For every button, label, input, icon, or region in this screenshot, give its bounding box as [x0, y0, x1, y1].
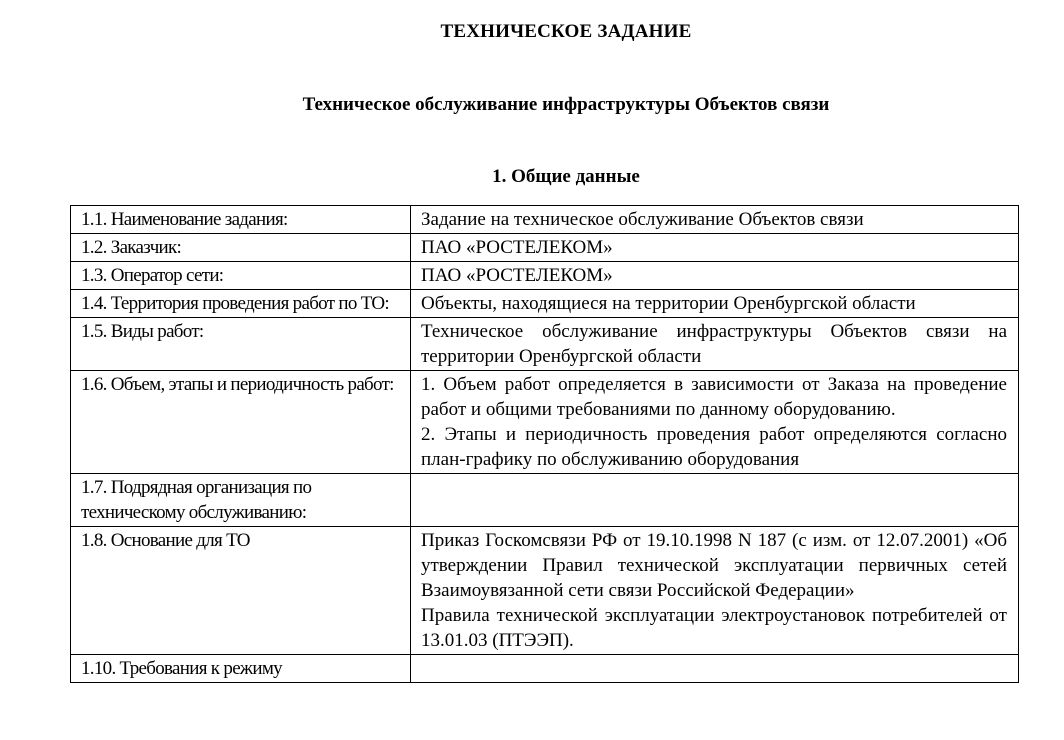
row-value	[411, 262, 1019, 290]
table-row	[71, 527, 1019, 655]
row-label: 1.5. Виды работ:	[71, 318, 411, 371]
row-label: 1.1. Наименование задания:	[71, 206, 411, 234]
section-heading: 1. Общие данные	[492, 166, 640, 187]
row-value-text: Приказ Госкомсвязи РФ от 19.10.1998 N 187 (с изм. от 12.07.2001) «Об утверждении Правил технической эксплуатации первичных сетей Взаимоувязанной сети связи Российской Федерации»	[421, 530, 1007, 601]
row-label: 1.3. Оператор сети:	[71, 262, 411, 290]
table-row	[71, 371, 1019, 474]
row-value	[411, 206, 1019, 234]
row-value	[411, 527, 1019, 655]
document-subtitle: Техническое обслуживание инфраструктуры Объектов связи	[302, 94, 830, 115]
row-value-text: 2. Этапы и периодичность проведения работ определяются согласно план-графику по обслуживанию оборудования	[421, 424, 1007, 470]
table-row	[71, 234, 1019, 262]
row-value-text: 1. Объем работ определяется в зависимости от Заказа на проведение работ и общими требованиями по данному оборудованию.	[421, 374, 1007, 420]
row-label: 1.6. Объем, этапы и периодичность работ:	[71, 371, 411, 474]
row-value-text: ПАО «РОСТЕЛЕКОМ»	[421, 237, 613, 258]
row-label: 1.2. Заказчик:	[71, 234, 411, 262]
table-row	[71, 318, 1019, 371]
row-value	[411, 371, 1019, 474]
table-row	[71, 655, 1019, 683]
row-label: 1.10. Требования к режиму	[71, 655, 411, 683]
row-value	[411, 474, 1019, 527]
table-row	[71, 206, 1019, 234]
row-value	[411, 234, 1019, 262]
row-value	[411, 290, 1019, 318]
row-value-text: Техническое обслуживание инфраструктуры Объектов связи на территории Оренбургской области	[421, 321, 1007, 367]
row-label: 1.4. Территория проведения работ по ТО:	[71, 290, 411, 318]
document-title: ТЕХНИЧЕСКОЕ ЗАДАНИЕ	[440, 21, 692, 42]
general-data-table	[70, 205, 1019, 683]
row-value-text: Объекты, находящиеся на территории Оренбургской области	[421, 293, 916, 314]
row-value-text: Задание на техническое обслуживание Объектов связи	[421, 209, 864, 230]
table-row	[71, 262, 1019, 290]
row-value-text: Правила технической эксплуатации электроустановок потребителей от 13.01.03 (ПТЭЭП).	[421, 605, 1007, 651]
row-label: 1.7. Подрядная организация по техническому обслуживанию:	[71, 474, 411, 527]
table-row	[71, 474, 1019, 527]
row-value	[411, 655, 1019, 683]
row-value	[411, 318, 1019, 371]
row-value-text: ПАО «РОСТЕЛЕКОМ»	[421, 265, 613, 286]
table-row	[71, 290, 1019, 318]
row-label: 1.8. Основание для ТО	[71, 527, 411, 655]
